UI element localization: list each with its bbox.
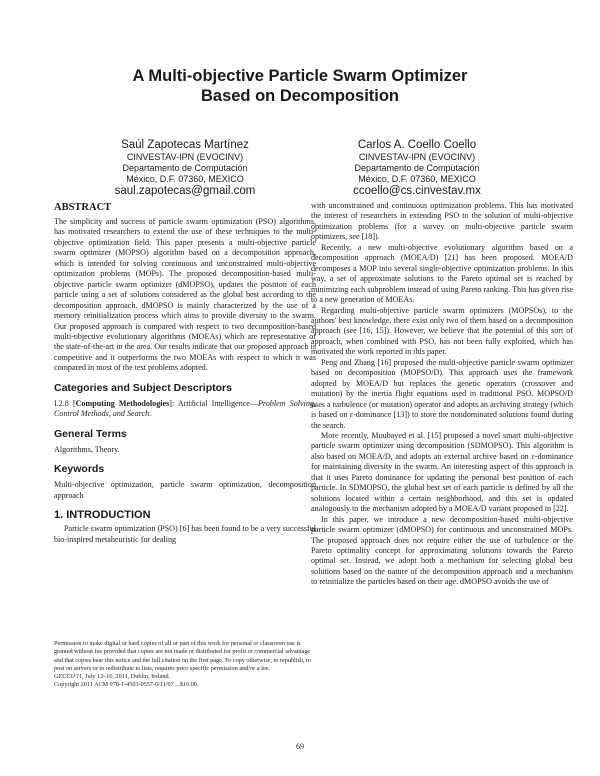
author-affiliation: CINVESTAV-IPN (EVOCINV): [126, 152, 244, 162]
page-number: 69: [296, 742, 304, 751]
left-column: [54, 201, 316, 545]
title-line-2: Based on Decomposition: [200, 87, 400, 105]
author-email: ccoello@cs.cinvestav.mx: [353, 185, 481, 197]
categories-text: [54, 399, 316, 420]
category-bold-term: Computing Methodologies: [75, 398, 170, 408]
category-after-bold: ]: Artificial Intelligence—: [169, 398, 258, 408]
intro-paragraph-mopsod: Peng and Zhang [16] proposed the multi-objective particle swarm optimizer based on decomposition (MOPSO/D). This approach uses the framework adopted by MOEA/D but replaces the genetic operators (crossover and mutation) by the inertia flight equations used in traditional PSO. MOPSO/D uses a turbulence (or mutation) operator and adopts an archiving strategy (which is based on ε-dominance [13]) to store the nondominated solutions found during the search.: [311, 357, 573, 430]
author-location: México, D.F. 07360, MEXICO: [358, 174, 476, 184]
abstract-heading: ABSTRACT: [54, 202, 112, 213]
abstract-text: The simplicity and success of particle swarm optimization (PSO) algorithms, has motivated researchers to extend the use of these techniques to the multi-objective optimization field. This paper presents a multi-objective particle swarm optimizer (MOPSO) algorithm based on a decomposition approach, which is intended for solving continuous and unconstrained multi-objective optimization problems (MOPs). The proposed decomposition-based multi-objective particle swarm optimizer (dMOPSO), updates the position of each particle using a set of solutions considered as the global best according to the decomposition approach. dMOPSO is mainly characterized by the use of a memory reinitialization process which aims to provide diversity to the swarm. Our proposed approach is compared with respect to two decomposition-based multi-objective evolutionary algorithms (MOEAs) which are representative of the state-of-the-art in the area. Our results indicate that our proposed approach is competitive and it outperforms the two MOEAs with respect to which it was compared in most of the test problems adopted.: [54, 217, 316, 373]
author-department: Departamento de Computación: [354, 163, 480, 173]
keywords-text: Multi-objective optimization, particle swarm optimization, decomposition approach: [54, 480, 316, 500]
category-italic-terms: Problem Solving, Control Methods, and Search: [54, 398, 316, 419]
category-code: I.2.8 [: [54, 398, 76, 408]
introduction-heading: 1. INTRODUCTION: [54, 509, 151, 522]
author-email: saul.zapotecas@gmail.com: [114, 185, 256, 197]
author-block-2: [292, 139, 542, 198]
intro-paragraph-sdmopso: More recently, Moubayed et al. [15] proposed a novel smart multi-objective particle swarm optimizer using decomposition (SDMOPSO). This algorithm is also based on MOEA/D, and adopts an external archive based on ε-dominance for maintaining diversity in the swarm. An interesting aspect of this approach is that it uses Pareto dominance for updating the personal best position of each particle. In SDMOPSO, the global best set of each particle is defined by all the solutions located within a certain neighborhood, and this set is updated analogously to the mechanism adopted by a MOEA/D variant proposed in [22].: [311, 430, 573, 514]
general-terms-text: Algorithms, Theory.: [54, 444, 120, 454]
intro-paragraph-mopsos: Regarding multi-objective particle swarm optimizers (MOPSOs), to the authors' best knowledge, there exist only two of them based on a decomposition approach (see [16, 15]). However, we believe that the potential of this sort of approach, when combined with PSO, has not been fully exploited, which has motivated the work reported in this paper.: [311, 305, 573, 357]
author-block-1: [60, 139, 310, 198]
intro-paragraph-moead: Recently, a new multi-objective evolutionary algorithm based on a decomposition approach (MOEA/D) [21] has been proposed. MOEA/D decomposes a MOP into several single-objective optimization problems. In this way, a set of approximate solutions to the Pareto optimal set is reached by minimizing each subproblem instead of using Pareto ranking. This has given rise to a new generation of MOEAs.: [311, 242, 573, 305]
category-end: .: [149, 409, 152, 419]
categories-heading: Categories and Subject Descriptors: [54, 381, 232, 394]
author-department: Departamento de Computación: [122, 163, 248, 173]
permission-text: Permission to make digital or hard copies of all or part of this work for personal or classroom use is granted without fee provided that copies are not made or distributed for profit or commercial advantage and that copies bear this notice and the full citation on the first page. To copy otherwise, to republish, to post on servers or to redistribute to lists, requires prior specific permission and/or a fee.: [54, 640, 311, 672]
author-name: Saúl Zapotecas Martínez: [121, 139, 249, 151]
conference-details: July 12–16, 2011, Dublin, Ireland.: [83, 673, 171, 681]
author-affiliation: CINVESTAV-IPN (EVOCINV): [358, 152, 476, 162]
conference-line: [54, 673, 316, 681]
introduction-paragraph: Particle swarm optimization (PSO) [6] has been found to be a very successful bio-inspired metaheuristic for dealing: [54, 524, 316, 544]
title-line-1: A Multi-objective Particle Swarm Optimizer: [132, 67, 468, 85]
intro-continuation-paragraph: with unconstrained and continuous optimization problems. This has motivated the interest of researchers in extending PSO to the solution of multi-objective optimization problems (for a survey on multi-objective particle swarm optimizers, see [18]).: [311, 201, 573, 242]
keywords-heading: Keywords: [54, 463, 105, 476]
permission-footnote: [54, 640, 316, 690]
paper-title: [60, 66, 540, 106]
copyright-line: Copyright 2011 ACM 978-1-4503-0557-0/11/07 ...$10.00.: [54, 681, 199, 689]
author-location: México, D.F. 07360, MEXICO: [126, 174, 244, 184]
right-column: [311, 201, 573, 588]
author-name: Carlos A. Coello Coello: [357, 139, 477, 151]
general-terms-heading: General Terms: [54, 427, 127, 440]
conference-name: GECCO'11,: [54, 673, 84, 681]
intro-paragraph-dmopso: In this paper, we introduce a new decomposition-based multi-objective particle swarm optimizer (dMOPSO) for continuous and unconstrained MOPs. The proposed approach does not require either the use of turbulence or the Pareto optimality concept for approximating solutions towards the Pareto optimal set. Instead, we adopt both a mechanism for selecting global best solutions based on the nature of the decomposition approach and a mechanism to reinitialize the particles based on their age. dMOPSO avoids the use of: [311, 514, 573, 587]
